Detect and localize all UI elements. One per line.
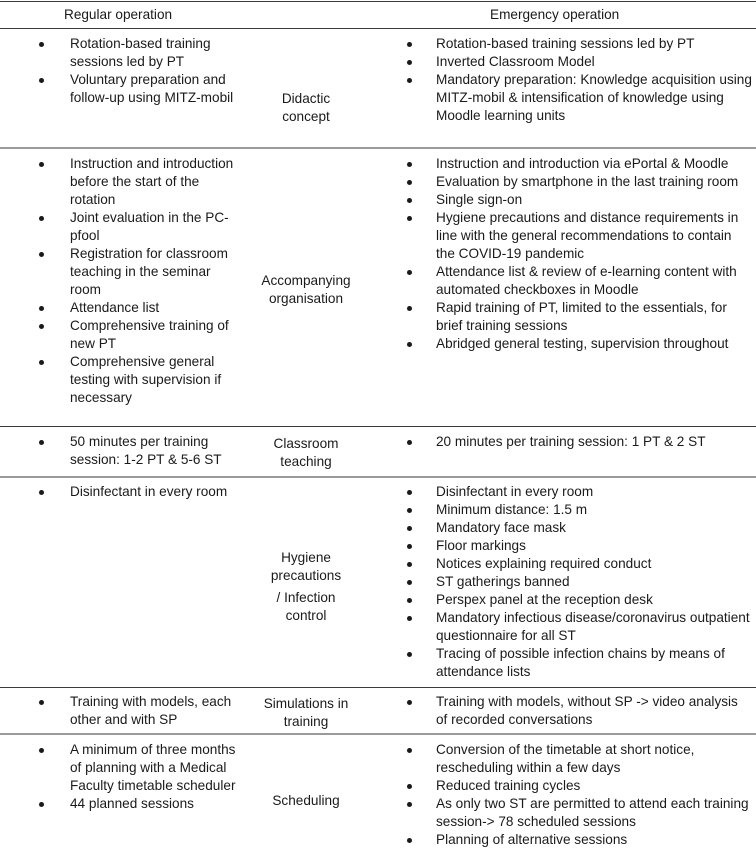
regular-item-list bbox=[70, 741, 245, 813]
category-label-line: Classroom bbox=[273, 436, 339, 451]
row-divider bbox=[0, 733, 756, 735]
list-item-text: Hygiene precautions and distance requirements in line with the general recommendations to contain the COVID-19 pandemic bbox=[436, 210, 739, 261]
category-label-line: / Infection bbox=[276, 590, 336, 605]
emergency-item-list bbox=[436, 741, 752, 849]
category-label-line: organisation bbox=[268, 291, 344, 306]
regular-item-list bbox=[70, 155, 245, 407]
bullet-icon bbox=[407, 508, 412, 513]
row-divider bbox=[0, 687, 756, 688]
bullet-icon bbox=[407, 838, 412, 843]
list-item-text: Rotation-based training sessions led by PT bbox=[436, 36, 695, 51]
bullet-icon bbox=[407, 42, 412, 47]
list-item bbox=[436, 35, 752, 53]
list-item bbox=[70, 693, 245, 729]
list-item bbox=[70, 353, 245, 407]
bullet-icon bbox=[39, 748, 44, 753]
list-item bbox=[70, 795, 245, 813]
bullet-icon bbox=[407, 490, 412, 495]
bullet-icon bbox=[39, 252, 44, 257]
bullet-icon bbox=[39, 490, 44, 495]
list-item-text: Perspex panel at the reception desk bbox=[436, 592, 653, 607]
list-item bbox=[436, 741, 752, 777]
list-item-text: Mandatory infectious disease/coronavirus outpatient questionnaire for all ST bbox=[436, 610, 750, 643]
bullet-icon bbox=[407, 60, 412, 65]
category-label-line: training bbox=[283, 714, 329, 729]
category-label bbox=[245, 792, 367, 810]
bullet-icon bbox=[407, 748, 412, 753]
list-item-text: Comprehensive training of new PT bbox=[70, 318, 229, 351]
list-item-text: Instruction and introduction via ePortal & Moodle bbox=[436, 156, 729, 171]
category-label-line: concept bbox=[282, 109, 330, 124]
category-label-line: teaching bbox=[280, 454, 332, 469]
list-item-text: Tracing of possible infection chains by means of attendance lists bbox=[436, 646, 725, 679]
header-emergency-operation: Emergency operation bbox=[490, 7, 620, 22]
list-item-text: Floor markings bbox=[436, 538, 526, 553]
list-item-text: Attendance list & review of e-learning content with automated checkboxes in Moodle bbox=[436, 264, 737, 297]
row-divider bbox=[0, 147, 756, 149]
bullet-icon bbox=[407, 306, 412, 311]
list-item bbox=[436, 335, 752, 353]
bullet-icon bbox=[407, 802, 412, 807]
list-item bbox=[436, 483, 752, 501]
emergency-item-list bbox=[436, 433, 752, 451]
bullet-icon bbox=[407, 652, 412, 657]
list-item bbox=[436, 519, 752, 537]
list-item bbox=[436, 555, 752, 573]
list-item bbox=[436, 831, 752, 849]
list-item bbox=[436, 609, 752, 645]
bullet-icon bbox=[407, 216, 412, 221]
list-item bbox=[436, 537, 752, 555]
regular-item-list bbox=[70, 483, 245, 501]
category-label bbox=[245, 435, 367, 471]
category-label-line: Scheduling bbox=[272, 793, 340, 808]
list-item-text: Mandatory preparation: Knowledge acquisition using MITZ-mobil & intensification of knowledge using Moodle learning units bbox=[436, 72, 752, 123]
list-item-text: Rapid training of PT, limited to the essentials, for brief training sessions bbox=[436, 300, 727, 333]
list-item-text: Disinfectant in every room bbox=[70, 484, 228, 499]
list-item-text: As only two ST are permitted to attend each training session-> 78 scheduled sessions bbox=[436, 796, 749, 829]
bullet-icon bbox=[407, 180, 412, 185]
list-item bbox=[436, 591, 752, 609]
list-item-text: Registration for classroom teaching in the seminar room bbox=[70, 246, 228, 297]
bullet-icon bbox=[39, 802, 44, 807]
list-item bbox=[436, 209, 752, 263]
list-item bbox=[70, 317, 245, 353]
list-item bbox=[436, 645, 752, 681]
list-item bbox=[70, 155, 245, 209]
list-item bbox=[436, 501, 752, 519]
bullet-icon bbox=[39, 162, 44, 167]
header-regular-operation: Regular operation bbox=[64, 7, 173, 22]
list-item-text: 50 minutes per training session: 1-2 PT & 5-6 ST bbox=[70, 434, 222, 467]
category-label-line: Hygiene bbox=[281, 550, 331, 565]
bullet-icon bbox=[407, 700, 412, 705]
list-item bbox=[70, 741, 245, 795]
emergency-item-list bbox=[436, 483, 752, 681]
emergency-item-list bbox=[436, 693, 752, 729]
emergency-item-list bbox=[436, 155, 752, 353]
bullet-icon bbox=[39, 700, 44, 705]
list-item-text: Joint evaluation in the PC- pfool bbox=[70, 210, 229, 243]
regular-item-list bbox=[70, 433, 245, 469]
bullet-icon bbox=[407, 562, 412, 567]
list-item bbox=[436, 173, 752, 191]
category-label bbox=[245, 272, 367, 308]
emergency-item-list bbox=[436, 35, 752, 125]
bullet-icon bbox=[39, 42, 44, 47]
bullet-icon bbox=[407, 598, 412, 603]
list-item-text: Attendance list bbox=[70, 300, 160, 315]
list-item-text: Planning of alternative sessions bbox=[436, 832, 628, 847]
bullet-icon bbox=[39, 324, 44, 329]
row-divider bbox=[0, 426, 756, 427]
list-item bbox=[436, 795, 752, 831]
list-item-text: Mandatory face mask bbox=[436, 520, 566, 535]
list-item bbox=[436, 263, 752, 299]
list-item-text: Training with models, each other and with SP bbox=[70, 694, 232, 727]
list-item bbox=[70, 35, 245, 71]
bullet-icon bbox=[407, 162, 412, 167]
list-item-text: Inverted Classroom Model bbox=[436, 54, 595, 69]
bullet-icon bbox=[39, 440, 44, 445]
list-item bbox=[436, 777, 752, 795]
list-item bbox=[436, 71, 752, 125]
bullet-icon bbox=[407, 270, 412, 275]
bullet-icon bbox=[39, 360, 44, 365]
list-item bbox=[70, 245, 245, 299]
list-item-text: 44 planned sessions bbox=[70, 796, 194, 811]
list-item bbox=[436, 155, 752, 173]
list-item bbox=[70, 483, 245, 501]
category-label bbox=[245, 549, 367, 625]
list-item bbox=[436, 573, 752, 591]
bullet-icon bbox=[407, 616, 412, 621]
category-label-line: Simulations in bbox=[263, 696, 349, 711]
list-item-text: Reduced training cycles bbox=[436, 778, 581, 793]
bullet-icon bbox=[407, 342, 412, 347]
regular-item-list bbox=[70, 693, 245, 729]
list-item-text: Voluntary preparation and follow-up using MITZ-mobil bbox=[70, 72, 234, 105]
list-item-text: Instruction and introduction before the start of the rotation bbox=[70, 156, 234, 207]
list-item-text: 20 minutes per training session: 1 PT & 2 ST bbox=[436, 434, 706, 449]
list-item-text: Disinfectant in every room bbox=[436, 484, 594, 499]
row-divider bbox=[0, 476, 756, 478]
list-item bbox=[70, 71, 245, 107]
list-item-text: A minimum of three months of planning with a Medical Faculty timetable scheduler bbox=[70, 742, 236, 793]
list-item-text: Abridged general testing, supervision throughout bbox=[436, 336, 729, 351]
bullet-icon bbox=[39, 78, 44, 83]
category-label-line: control bbox=[285, 608, 327, 623]
bullet-icon bbox=[407, 526, 412, 531]
list-item bbox=[436, 53, 752, 71]
list-item bbox=[70, 299, 245, 317]
list-item bbox=[70, 433, 245, 469]
category-label bbox=[245, 90, 367, 126]
regular-item-list bbox=[70, 35, 245, 107]
list-item-text: ST gatherings banned bbox=[436, 574, 570, 589]
bullet-icon bbox=[407, 544, 412, 549]
category-label-line: precautions bbox=[270, 568, 342, 583]
bullet-icon bbox=[39, 216, 44, 221]
category-label bbox=[245, 695, 367, 731]
list-item bbox=[436, 191, 752, 209]
bullet-icon bbox=[407, 784, 412, 789]
list-item bbox=[436, 299, 752, 335]
list-item bbox=[436, 693, 752, 729]
category-label-line: Didactic bbox=[281, 91, 331, 106]
bullet-icon bbox=[407, 580, 412, 585]
list-item-text: Comprehensive general testing with supervision if necessary bbox=[70, 354, 222, 405]
list-item-text: Conversion of the timetable at short notice, rescheduling within a few days bbox=[436, 742, 695, 775]
list-item-text: Evaluation by smartphone in the last training room bbox=[436, 174, 739, 189]
bullet-icon bbox=[407, 440, 412, 445]
list-item-text: Single sign-on bbox=[436, 192, 523, 207]
list-item-text: Training with models, without SP -> video analysis of recorded conversations bbox=[436, 694, 738, 727]
bullet-icon bbox=[39, 306, 44, 311]
bullet-icon bbox=[407, 78, 412, 83]
list-item-text: Notices explaining required conduct bbox=[436, 556, 652, 571]
header-bottom-rule bbox=[0, 28, 756, 29]
table-top-rule bbox=[0, 1, 756, 2]
list-item-text: Rotation-based training sessions led by PT bbox=[70, 36, 211, 69]
list-item-text: Minimum distance: 1.5 m bbox=[436, 502, 588, 517]
category-label-line: Accompanying bbox=[261, 273, 351, 288]
list-item bbox=[70, 209, 245, 245]
bullet-icon bbox=[407, 198, 412, 203]
list-item bbox=[436, 433, 752, 451]
